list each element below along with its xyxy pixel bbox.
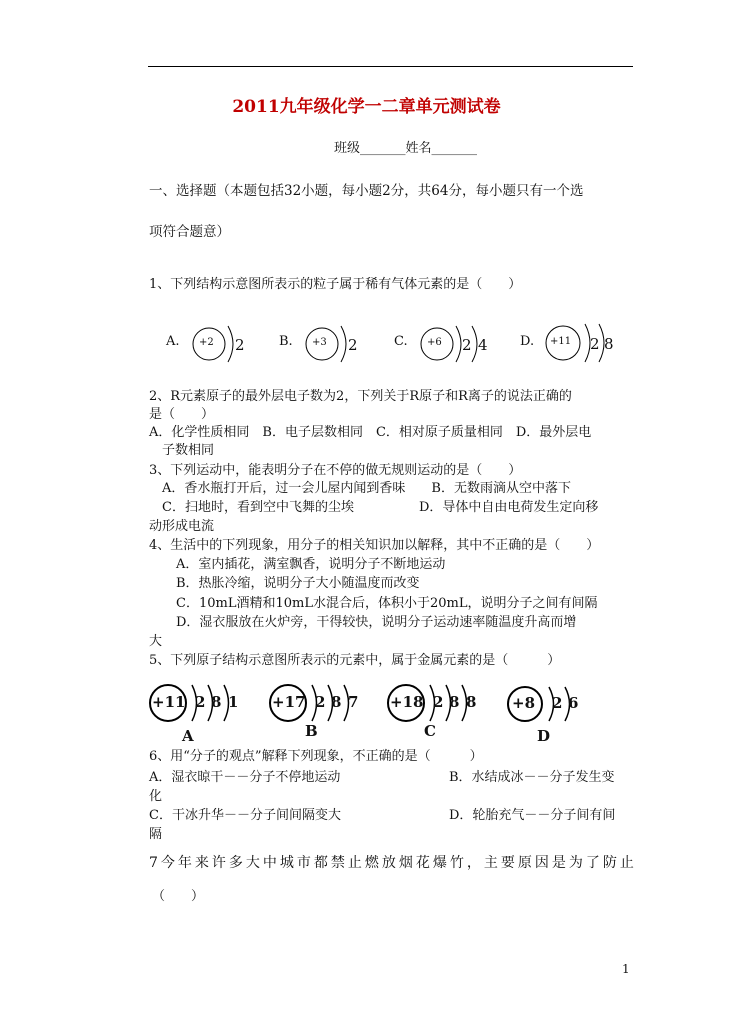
q2-options-cont: 子数相同 bbox=[162, 443, 215, 458]
q5-stem: 5、下列原子结构示意图所表示的元素中，属于金属元素的是（ ） bbox=[149, 653, 561, 668]
q5-option-d-letter: D bbox=[537, 727, 551, 745]
q3-option-cd: C．扫地时，看到空中飞舞的尘埃 D．导体中自由电荷发生定向移 bbox=[162, 500, 599, 515]
q6-option-c: C．干冰升华－－分子间间隔变大 bbox=[149, 808, 341, 823]
q6-option-d: D．轮胎充气－－分子间有间 bbox=[449, 808, 616, 823]
q3-stem: 3、下列运动中，能表明分子在不停的做无规则运动的是（ ） bbox=[149, 463, 522, 478]
q5-option-d-diagram bbox=[506, 684, 596, 726]
q1-option-c-shell-1: 2 bbox=[462, 336, 472, 354]
q7-line1: 7今年来许多大中城市都禁止燃放烟花爆竹，主要原因是为了防止 bbox=[149, 855, 637, 871]
q4-option-c: C．10mL酒精和10mL水混合后，体积小于20mL，说明分子之间有间隔 bbox=[176, 596, 598, 611]
page-title: 2011九年级化学一二章单元测试卷 bbox=[232, 97, 501, 117]
q6-stem: 6、用“分子的观点”解释下列现象，不正确的是（ ） bbox=[149, 749, 483, 764]
q4-option-d-cont: 大 bbox=[149, 634, 163, 649]
q5-option-c-shell-2: 8 bbox=[449, 693, 460, 711]
q1-option-a-letter: A. bbox=[166, 334, 180, 349]
q1-option-a-diagram bbox=[192, 324, 252, 364]
header-rule bbox=[148, 66, 633, 67]
q4-stem: 4、生活中的下列现象，用分子的相关知识加以解释，其中不正确的是（ ） bbox=[149, 538, 600, 553]
page-number: 1 bbox=[622, 962, 630, 976]
q3-option-ab: A．香水瓶打开后，过一会儿屋内闻到香味 B．无数雨滴从空中落下 bbox=[162, 481, 571, 496]
q1-option-b-shell-1: 2 bbox=[348, 336, 358, 354]
q5-option-b-shell-1: 2 bbox=[315, 693, 326, 711]
q5-option-a-letter: A bbox=[182, 727, 194, 745]
q1-option-d-nucleus: +11 bbox=[550, 336, 572, 347]
q1-option-c-nucleus: +6 bbox=[427, 337, 442, 348]
q1-option-d-shell-2: 8 bbox=[604, 335, 614, 353]
q1-option-d-shell-1: 2 bbox=[590, 335, 600, 353]
q1-option-c-shell-2: 4 bbox=[478, 336, 488, 354]
q6-option-b: B．水结成冰－－分子发生变 bbox=[449, 770, 615, 785]
q5-option-c-diagram bbox=[386, 682, 486, 724]
q5-option-a-shell-1: 2 bbox=[195, 693, 206, 711]
q6-option-a: A．湿衣晾干－－分子不停地运动 bbox=[149, 770, 341, 785]
q4-option-d: D．湿衣服放在火炉旁，干得较快，说明分子运动速率随温度升高而增 bbox=[176, 615, 577, 630]
q1-option-c-letter: C. bbox=[394, 334, 408, 349]
section1-line2: 项符合题意） bbox=[149, 224, 230, 240]
q5-option-b-diagram bbox=[268, 682, 368, 724]
q6-option-b-cont: 化 bbox=[149, 789, 163, 804]
q2-options: A．化学性质相同 B．电子层数相同 C．相对原子质量相同 D．最外层电 bbox=[149, 425, 592, 440]
q5-option-a-diagram bbox=[148, 682, 248, 724]
q1-option-b-diagram bbox=[305, 324, 365, 364]
q5-option-d-shell-1: 2 bbox=[552, 694, 563, 712]
q5-option-a-nucleus: +11 bbox=[152, 693, 186, 711]
q5-option-c-letter: C bbox=[424, 722, 436, 740]
q1-option-b-nucleus: +3 bbox=[312, 337, 327, 348]
q1-option-c-diagram bbox=[420, 324, 500, 364]
q4-option-a: A．室内插花，满室飘香，说明分子不断地运动 bbox=[176, 557, 446, 572]
q5-option-c-shell-1: 2 bbox=[433, 693, 444, 711]
q4-option-b: B．热胀冷缩，说明分子大小随温度而改变 bbox=[176, 576, 420, 591]
q1-option-b-letter: B. bbox=[279, 334, 293, 349]
q6-option-d-cont: 隔 bbox=[149, 827, 163, 842]
q5-option-b-letter: B bbox=[305, 722, 318, 740]
q5-option-c-shell-3: 8 bbox=[466, 693, 477, 711]
q5-option-b-shell-3: 7 bbox=[348, 693, 359, 711]
q2-line2: 是（ ） bbox=[149, 407, 215, 422]
section1-line1: 一、选择题（本题包括32小题，每小题2分，共64分，每小题只有一个选 bbox=[149, 183, 584, 199]
q1-option-d-letter: D. bbox=[520, 334, 535, 349]
q1-option-a-nucleus: +2 bbox=[199, 337, 214, 348]
q1-stem: 1、下列结构示意图所表示的粒子属于稀有气体元素的是（ ） bbox=[149, 277, 522, 292]
q2-line1: 2、R元素原子的最外层电子数为2，下列关于R原子和R离子的说法正确的 bbox=[149, 389, 572, 404]
q5-option-b-nucleus: +17 bbox=[272, 693, 306, 711]
q5-option-a-shell-3: 1 bbox=[228, 693, 239, 711]
q5-option-a-shell-2: 8 bbox=[211, 693, 222, 711]
class-name-line: 班级_______姓名_______ bbox=[334, 141, 478, 156]
q7-line2: （ ） bbox=[152, 889, 205, 904]
q5-option-d-shell-2: 6 bbox=[568, 694, 579, 712]
q3-option-cd-cont: 动形成电流 bbox=[149, 519, 215, 534]
q5-option-c-nucleus: +18 bbox=[390, 693, 424, 711]
q1-option-a-shell-1: 2 bbox=[235, 336, 245, 354]
q1-option-d-diagram bbox=[545, 322, 625, 364]
q5-option-d-nucleus: +8 bbox=[512, 694, 536, 712]
q5-option-b-shell-2: 8 bbox=[331, 693, 342, 711]
